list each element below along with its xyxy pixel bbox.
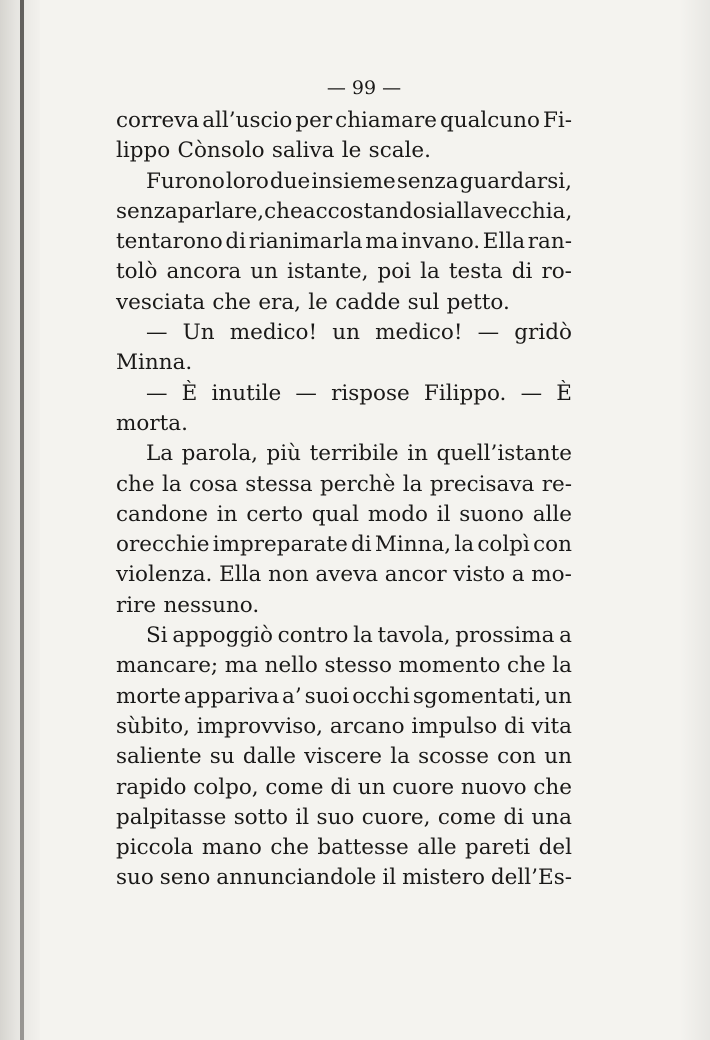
word: alla (443, 198, 483, 224)
word: improvviso, (196, 713, 324, 739)
word: vita (531, 713, 572, 739)
word: all’uscio (202, 108, 293, 133)
word: sul (407, 289, 440, 315)
word: battesse (317, 835, 409, 861)
word: una (531, 804, 572, 830)
word: La (146, 441, 174, 467)
word: inutile (211, 380, 282, 406)
word: con (497, 744, 536, 770)
word: dell’Es- (490, 865, 572, 891)
text-line (116, 530, 572, 560)
word: un (250, 259, 278, 285)
word: rispose (331, 380, 410, 406)
text-line (116, 470, 572, 500)
word: alle (417, 835, 457, 861)
word: mano (201, 835, 262, 861)
word: stesso (324, 653, 392, 679)
word: nello (264, 653, 318, 679)
word: la (420, 259, 440, 285)
word: ma (365, 229, 399, 255)
word: nessuno. (163, 592, 260, 618)
word: tavola, (377, 623, 451, 649)
word: era, (258, 289, 301, 315)
word: testa (448, 259, 503, 285)
word: impulso (411, 713, 498, 739)
text-line (116, 257, 572, 287)
text-line (116, 803, 572, 833)
word: le (308, 289, 328, 315)
text-line (116, 863, 572, 893)
word: quell’istante (436, 441, 572, 467)
word: precisava (429, 471, 535, 497)
word: la (454, 532, 475, 558)
word: qualcuno (439, 108, 540, 133)
word: colpo, (193, 774, 259, 800)
word: in (407, 441, 428, 467)
word: cadde (335, 289, 401, 315)
word: dalle (242, 744, 296, 770)
word: il (295, 804, 310, 830)
word: arcano (329, 713, 405, 739)
word: piccola (116, 835, 194, 861)
word: contro (277, 623, 349, 649)
word: un (357, 774, 386, 800)
text-line (116, 379, 572, 409)
word: di (225, 229, 247, 255)
text-line (116, 197, 572, 227)
word: che (270, 835, 309, 861)
word: sgomentati, (412, 683, 542, 709)
text-line (116, 288, 572, 318)
word: Filippo. (423, 380, 507, 406)
word: scosse (418, 744, 489, 770)
text-line (116, 621, 572, 651)
word: saliente (116, 744, 202, 770)
word: rianimarla (248, 229, 363, 255)
word: di (503, 804, 525, 830)
word: ancor (384, 562, 447, 588)
word: correva (116, 108, 200, 133)
text-line (116, 833, 572, 863)
word: un (544, 744, 572, 770)
word: suo (116, 865, 154, 891)
text-line (116, 227, 572, 257)
word: ancora (166, 259, 242, 285)
word: con (533, 532, 572, 558)
word: petto. (446, 289, 510, 315)
word: come (265, 774, 324, 800)
word: senza (116, 198, 178, 224)
word: le (341, 138, 362, 164)
text-line (116, 167, 572, 197)
word: gridò (514, 320, 572, 346)
word: mistero (402, 865, 485, 891)
text-line (116, 682, 572, 712)
word: che (212, 289, 252, 315)
word: parola, (181, 441, 258, 467)
text-line (116, 409, 572, 439)
page-text-block (116, 70, 572, 894)
word: viscere (304, 744, 382, 770)
word: prossima (455, 623, 555, 649)
word: Ella (219, 562, 262, 588)
word: la (402, 471, 423, 497)
word: a (511, 562, 525, 588)
text-line (116, 106, 572, 136)
word: loro (225, 168, 269, 194)
word: visto (453, 562, 506, 588)
word: — (295, 380, 317, 406)
word: medico! (229, 320, 318, 346)
word: chiamare (335, 108, 437, 133)
word: impreparate (212, 532, 348, 558)
word: Ella (482, 229, 526, 255)
word: ma (224, 653, 258, 679)
word: medico! (375, 320, 463, 346)
word: È (181, 380, 198, 406)
word: più (266, 441, 302, 467)
text-line (116, 136, 572, 166)
word: pareti (465, 835, 531, 861)
word: che (264, 198, 303, 224)
text-line (116, 773, 572, 803)
word: seno (159, 865, 211, 891)
word: tentarono (116, 229, 223, 255)
word: di (503, 713, 525, 739)
word: che (533, 774, 572, 800)
word: modo (367, 501, 428, 527)
word: il (436, 501, 451, 527)
word: violenza. (116, 562, 213, 588)
word: Furono (146, 168, 225, 194)
word: che (116, 471, 155, 497)
word: nuovo (460, 774, 527, 800)
word: stessa (245, 471, 313, 497)
word: che (507, 653, 546, 679)
word: mancare; (116, 653, 219, 679)
word: morta. (116, 410, 188, 436)
page-number: — 99 — (326, 77, 402, 99)
word: la (162, 471, 182, 497)
word: alle (532, 501, 572, 527)
word: due (269, 168, 311, 194)
word: certo (246, 501, 303, 527)
word: un (332, 320, 360, 346)
word: È (556, 380, 572, 406)
word: di (511, 259, 533, 285)
word: palpitasse (116, 804, 227, 830)
word: ro- (541, 259, 572, 285)
text-line (116, 591, 572, 621)
word: scale. (368, 138, 431, 164)
word: — (520, 380, 543, 406)
word: come (437, 804, 496, 830)
word: vecchia, (482, 198, 573, 224)
word: la (390, 744, 410, 770)
word: candone (116, 501, 208, 527)
word: non (268, 562, 309, 588)
word: qual (311, 501, 360, 527)
word: aveva (315, 562, 379, 588)
word: invano. (401, 229, 481, 255)
word: la (552, 653, 572, 679)
word: mo- (531, 562, 572, 588)
word: Un (182, 320, 215, 346)
word: sotto (233, 804, 288, 830)
word: occhi (352, 683, 410, 709)
word: suono (459, 501, 524, 527)
word: ran- (527, 229, 572, 255)
word: a (559, 623, 572, 649)
word: re- (541, 471, 572, 497)
word: perchè (319, 471, 396, 497)
word: orecchie (116, 532, 210, 558)
word: cosa (189, 471, 238, 497)
word: terribile (309, 441, 399, 467)
word: cuore (392, 774, 455, 800)
word: a’ (282, 683, 302, 709)
word: su (209, 744, 235, 770)
word: suoi (304, 683, 350, 709)
word: del (538, 835, 572, 861)
word: poi (377, 259, 412, 285)
word: suo (316, 804, 355, 830)
word: morte (116, 683, 181, 709)
word: Fi- (542, 108, 572, 133)
text-line (116, 712, 572, 742)
word: appoggiò (172, 623, 273, 649)
word: il (382, 865, 397, 891)
word: cuore, (361, 804, 431, 830)
word: — (146, 380, 168, 406)
word: annunciandole (216, 865, 377, 891)
word: guardarsi, (459, 168, 572, 194)
word: istante, (287, 259, 369, 285)
binding-gutter-line (20, 0, 24, 1040)
word: lippo (116, 138, 171, 164)
page-edge-shade (680, 0, 710, 1040)
word: in (216, 501, 238, 527)
word: di (330, 774, 351, 800)
word: momento (398, 653, 501, 679)
word: insieme (311, 168, 396, 194)
word: Minna. (116, 350, 193, 376)
word: Minna, (374, 532, 452, 558)
word: vesciata (116, 289, 206, 315)
word: — (146, 320, 168, 346)
word: Si (146, 623, 168, 649)
text-line (116, 742, 572, 772)
word: colpì (477, 532, 530, 558)
word: appariva (183, 683, 280, 709)
text-line (116, 560, 572, 590)
word: la (353, 623, 373, 649)
word: accostandosi (302, 198, 444, 224)
word: di (351, 532, 372, 558)
word: rapido (116, 774, 187, 800)
word: sùbito, (116, 713, 190, 739)
text-line (116, 348, 572, 378)
word: senza (396, 168, 459, 194)
word: un (544, 683, 572, 709)
text-line (116, 651, 572, 681)
text-line (116, 439, 572, 469)
word: — (477, 320, 500, 346)
word: saliva (271, 138, 335, 164)
text-line (116, 318, 572, 348)
text-lines (116, 106, 572, 894)
text-line (116, 500, 572, 530)
word: per (295, 108, 333, 133)
word: rire (116, 592, 157, 618)
word: parlare, (177, 198, 265, 224)
word: Cònsolo (177, 138, 265, 164)
word: tolò (116, 259, 158, 285)
